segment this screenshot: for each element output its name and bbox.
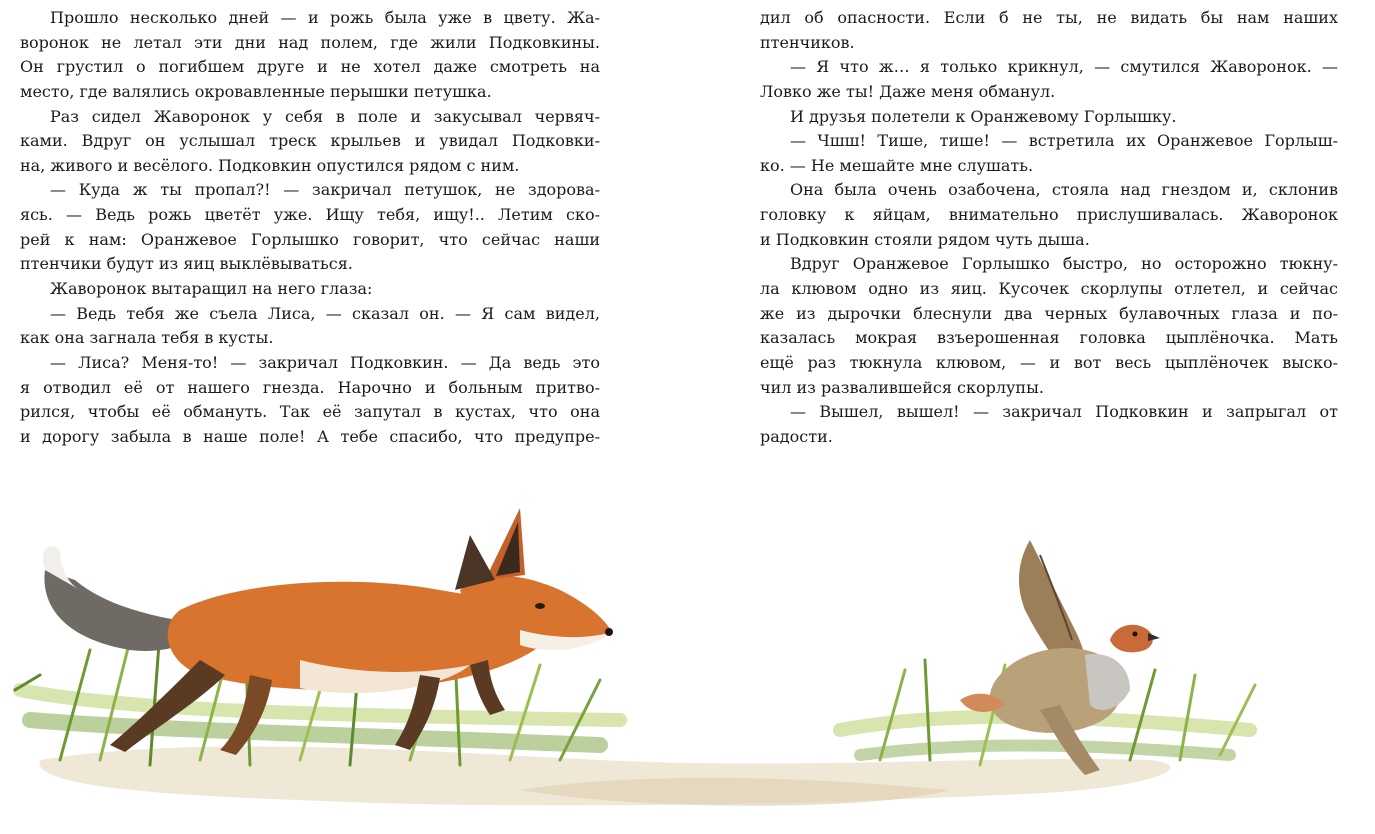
text-line: и Подковкин стояли рядом чуть дыша. [760,229,1090,249]
text-line: ещё раз тюкнула клювом, — и вот весь цыплёночек выско- [760,352,1338,372]
text-line: рился, чтобы её обмануть. Так её запутал в кустах, что она [20,402,600,422]
left-text-column [20,6,600,450]
text-line: ко. — Не мешайте мне слушать. [760,155,1034,175]
text-line: ла клювом одно из яиц. Кусочек скорлупы отлетел, и сейчас [760,279,1338,299]
text-line: ясь. — Ведь рожь цветёт уже. Ищу тебя, ищу!.. Летим ско- [20,205,600,225]
text-line: И друзья полетели к Оранжевому Горлышку. [790,106,1177,126]
text-line: казалась мокрая взъерошенная головка цыплёночка. Мать [760,328,1338,348]
text-line: я отводил её от нашего гнезда. Нарочно и больным притво- [20,377,600,397]
text-line: воронок не летал эти дни над полем, где жили Подковкины. [20,32,600,52]
text-line: Раз сидел Жаворонок у себя в поле и закусывал червяч- [50,106,600,126]
text-line: — Чшш! Тише, тише! — встретила их Оранжевое Горлыш- [790,131,1338,151]
text-line: головку к яйцам, внимательно прислушивалась. Жаворонок [760,205,1338,225]
text-line: птенчиков. [760,32,855,52]
text-line: — Лиса? Меня-то! — закричал Подковкин. — Да ведь это [50,352,600,372]
text-line: Прошло несколько дней — и рожь была уже в цвету. Жа- [50,8,600,27]
text-line: Он грустил о погибшем друге и не хотел даже смотреть на [20,57,600,77]
text-line: рей к нам: Оранжевое Горлышко говорит, что сейчас наши [20,229,600,249]
text-line: — Вышел, вышел! — закричал Подковкин и запрыгал от [790,402,1338,422]
text-line: как она загнала тебя в кусты. [20,328,274,348]
text-line: Ловко же ты! Даже меня обманул. [760,81,1056,101]
text-line: на, живого и весёлого. Подковкин опустился рядом с ним. [20,155,520,175]
text-line: место, где валялись окровавленные перышки петушка. [20,81,492,101]
text-line: — Куда ж ты пропал?! — закричал петушок, не здорова- [50,180,600,200]
text-line: же из дырочки блеснули два черных булавочных глаза и по- [760,303,1338,323]
text-line: птенчики будут из яиц выклёвываться. [20,254,353,274]
text-line: Она была очень озабочена, стояла над гнездом и, склонив [790,180,1338,200]
text-line: ками. Вдруг он услышал треск крыльев и увидал Подковки- [20,131,600,151]
text-line: чил из развалившейся скорлупы. [760,377,1044,397]
text-line: дил об опасности. Если б не ты, не видать бы нам наших [760,8,1338,27]
text-line: Жаворонок вытаращил на него глаза: [50,279,373,299]
text-line: — Ведь тебя же съела Лиса, — сказал он. — Я сам видел, [50,303,600,323]
text-line: Вдруг Оранжевое Горлышко быстро, но осторожно тюкну- [790,254,1338,274]
ground [39,746,1170,805]
text-line: и дорогу забыла в наше поле! А тебе спасибо, что предупре- [20,426,600,446]
right-text-column [760,6,1338,450]
text-line: — Я что ж… я только крикнул, — смутился Жаворонок. — [790,57,1338,77]
illustration [0,460,1375,834]
partridge [960,540,1160,775]
text-line: радости. [760,426,833,446]
